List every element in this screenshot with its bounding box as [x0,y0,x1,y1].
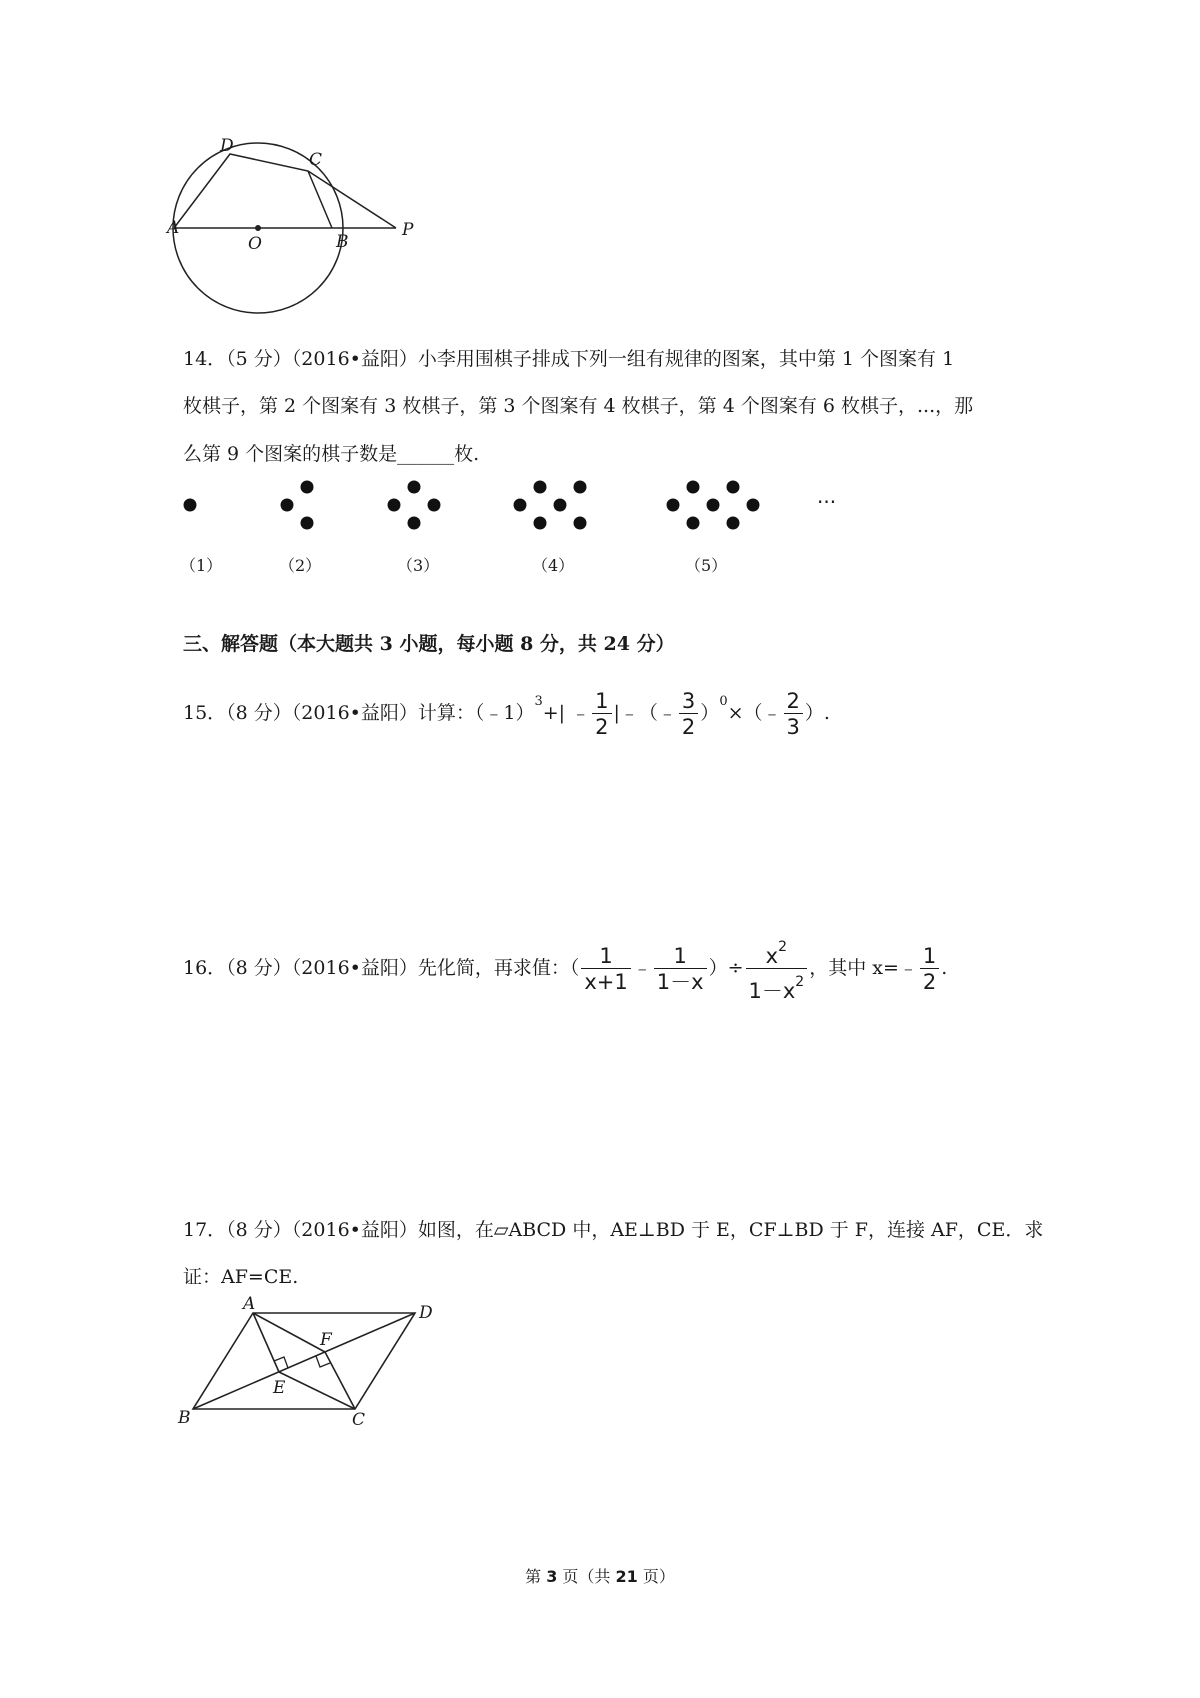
stone [707,499,720,512]
stone [534,481,547,494]
center-point-o [255,225,261,231]
q15-expression [183,675,830,740]
q16-close-div: ）÷ [708,957,744,979]
label-b: B [336,232,349,252]
page-footer: 第 3 页（共 21 页） [525,1567,675,1586]
pattern-label-1: （1） [180,556,223,575]
q16-expression [183,935,947,1003]
pattern-2 [281,481,314,530]
pattern-ellipsis: ··· [817,490,837,514]
stone [281,499,294,512]
q15-fraction-2: $\frac{3}{2}$ [679,689,698,739]
stone [514,499,527,512]
q16-fraction-3: $\frac{x^2}{1-x^2}$ [746,935,808,1003]
pattern-label-4: （4） [532,556,575,575]
segment-ae [253,1313,279,1372]
current-page-number: 3 [546,1567,558,1586]
stone [574,481,587,494]
q16-fraction-4: $\frac{1}{2}$ [920,944,939,994]
q15-prefix: 15．（8 分）（2016•益阳）计算：（﹣1） [183,702,535,724]
label-a: A [243,1294,256,1314]
q15-end: ）. [804,702,830,724]
stone [301,481,314,494]
segment-cf [325,1352,355,1409]
q17-parallelogram-figure [175,1294,445,1432]
label-d: D [220,136,234,156]
q17-line-2: 证：AF=CE. [183,1266,299,1288]
q15-exp-3: 3 [534,694,543,709]
stone [687,517,700,530]
section-3-heading: 三、解答题（本大题共 3 小题，每小题 8 分，共 24 分） [183,633,675,655]
tangent-cp [308,171,396,228]
q15-fraction-1: $\frac{1}{2}$ [592,689,611,739]
stone [727,517,740,530]
stone [534,517,547,530]
q14-dot-patterns [170,470,850,540]
q16-minus: ﹣ [632,957,652,979]
segment-ce [279,1372,355,1409]
q15-abs-close: |﹣（﹣ [613,702,677,724]
stone [388,499,401,512]
q17-line-1: 17．（8 分）（2016•益阳）如图，在▱ABCD 中，AE⊥BD 于 E，CF⊥BD 于 F，连接 AF，CE．求 [183,1219,1044,1241]
stone [184,499,197,512]
q14-line-1: 14．（5 分）（2016•益阳）小李用围棋子排成下列一组有规律的图案，其中第 1 个图案有 1 [183,348,955,370]
pattern-label-3: （3） [397,556,440,575]
segment-af [253,1313,325,1352]
stone [408,481,421,494]
label-o: O [248,234,262,254]
q15-exp-0: 0 [719,694,728,709]
stone [687,481,700,494]
q16-fraction-2: $\frac{1}{1-x}$ [654,944,707,994]
label-d: D [419,1303,433,1323]
label-p: P [402,220,414,240]
stone [747,499,760,512]
pattern-label-5: （5） [685,556,728,575]
q15-times: ×（﹣ [727,702,782,724]
stone [554,499,567,512]
pattern-5 [667,481,760,530]
q14-line-2: 枚棋子，第 2 个图案有 3 枚棋子，第 3 个图案有 4 枚棋子，第 4 个图案有 6 枚棋子，...，那 [183,395,974,417]
pattern-4 [514,481,587,530]
label-c: C [352,1410,366,1430]
pattern-3 [388,481,441,530]
label-b: B [178,1408,191,1428]
total-pages-number: 21 [615,1567,638,1586]
stone [574,517,587,530]
stone [727,481,740,494]
stone [408,517,421,530]
q16-end: . [941,957,948,979]
q15-paren-close: ） [700,702,720,724]
q16-prefix: 16．（8 分）（2016•益阳）先化简，再求值：（ [183,957,580,979]
label-f: F [320,1330,332,1350]
pattern-label-2: （2） [279,556,322,575]
label-c: C [309,150,323,170]
q15-minus: ﹣ [571,702,591,724]
label-e: E [273,1378,286,1398]
stone [428,499,441,512]
stone [301,517,314,530]
q13-geometry-figure [167,135,430,335]
q15-fraction-3: $\frac{2}{3}$ [784,689,803,739]
q16-fraction-1: $\frac{1}{x+1}$ [581,944,630,994]
q15-plus-abs: +| [542,702,566,724]
q14-line-3: 么第 9 个图案的棋子数是______枚. [183,443,480,465]
diagonal-bd [193,1313,415,1409]
pattern-1 [184,499,197,512]
q16-where: ，其中 x=﹣ [809,957,918,979]
label-a: A [167,218,180,238]
stone [667,499,680,512]
